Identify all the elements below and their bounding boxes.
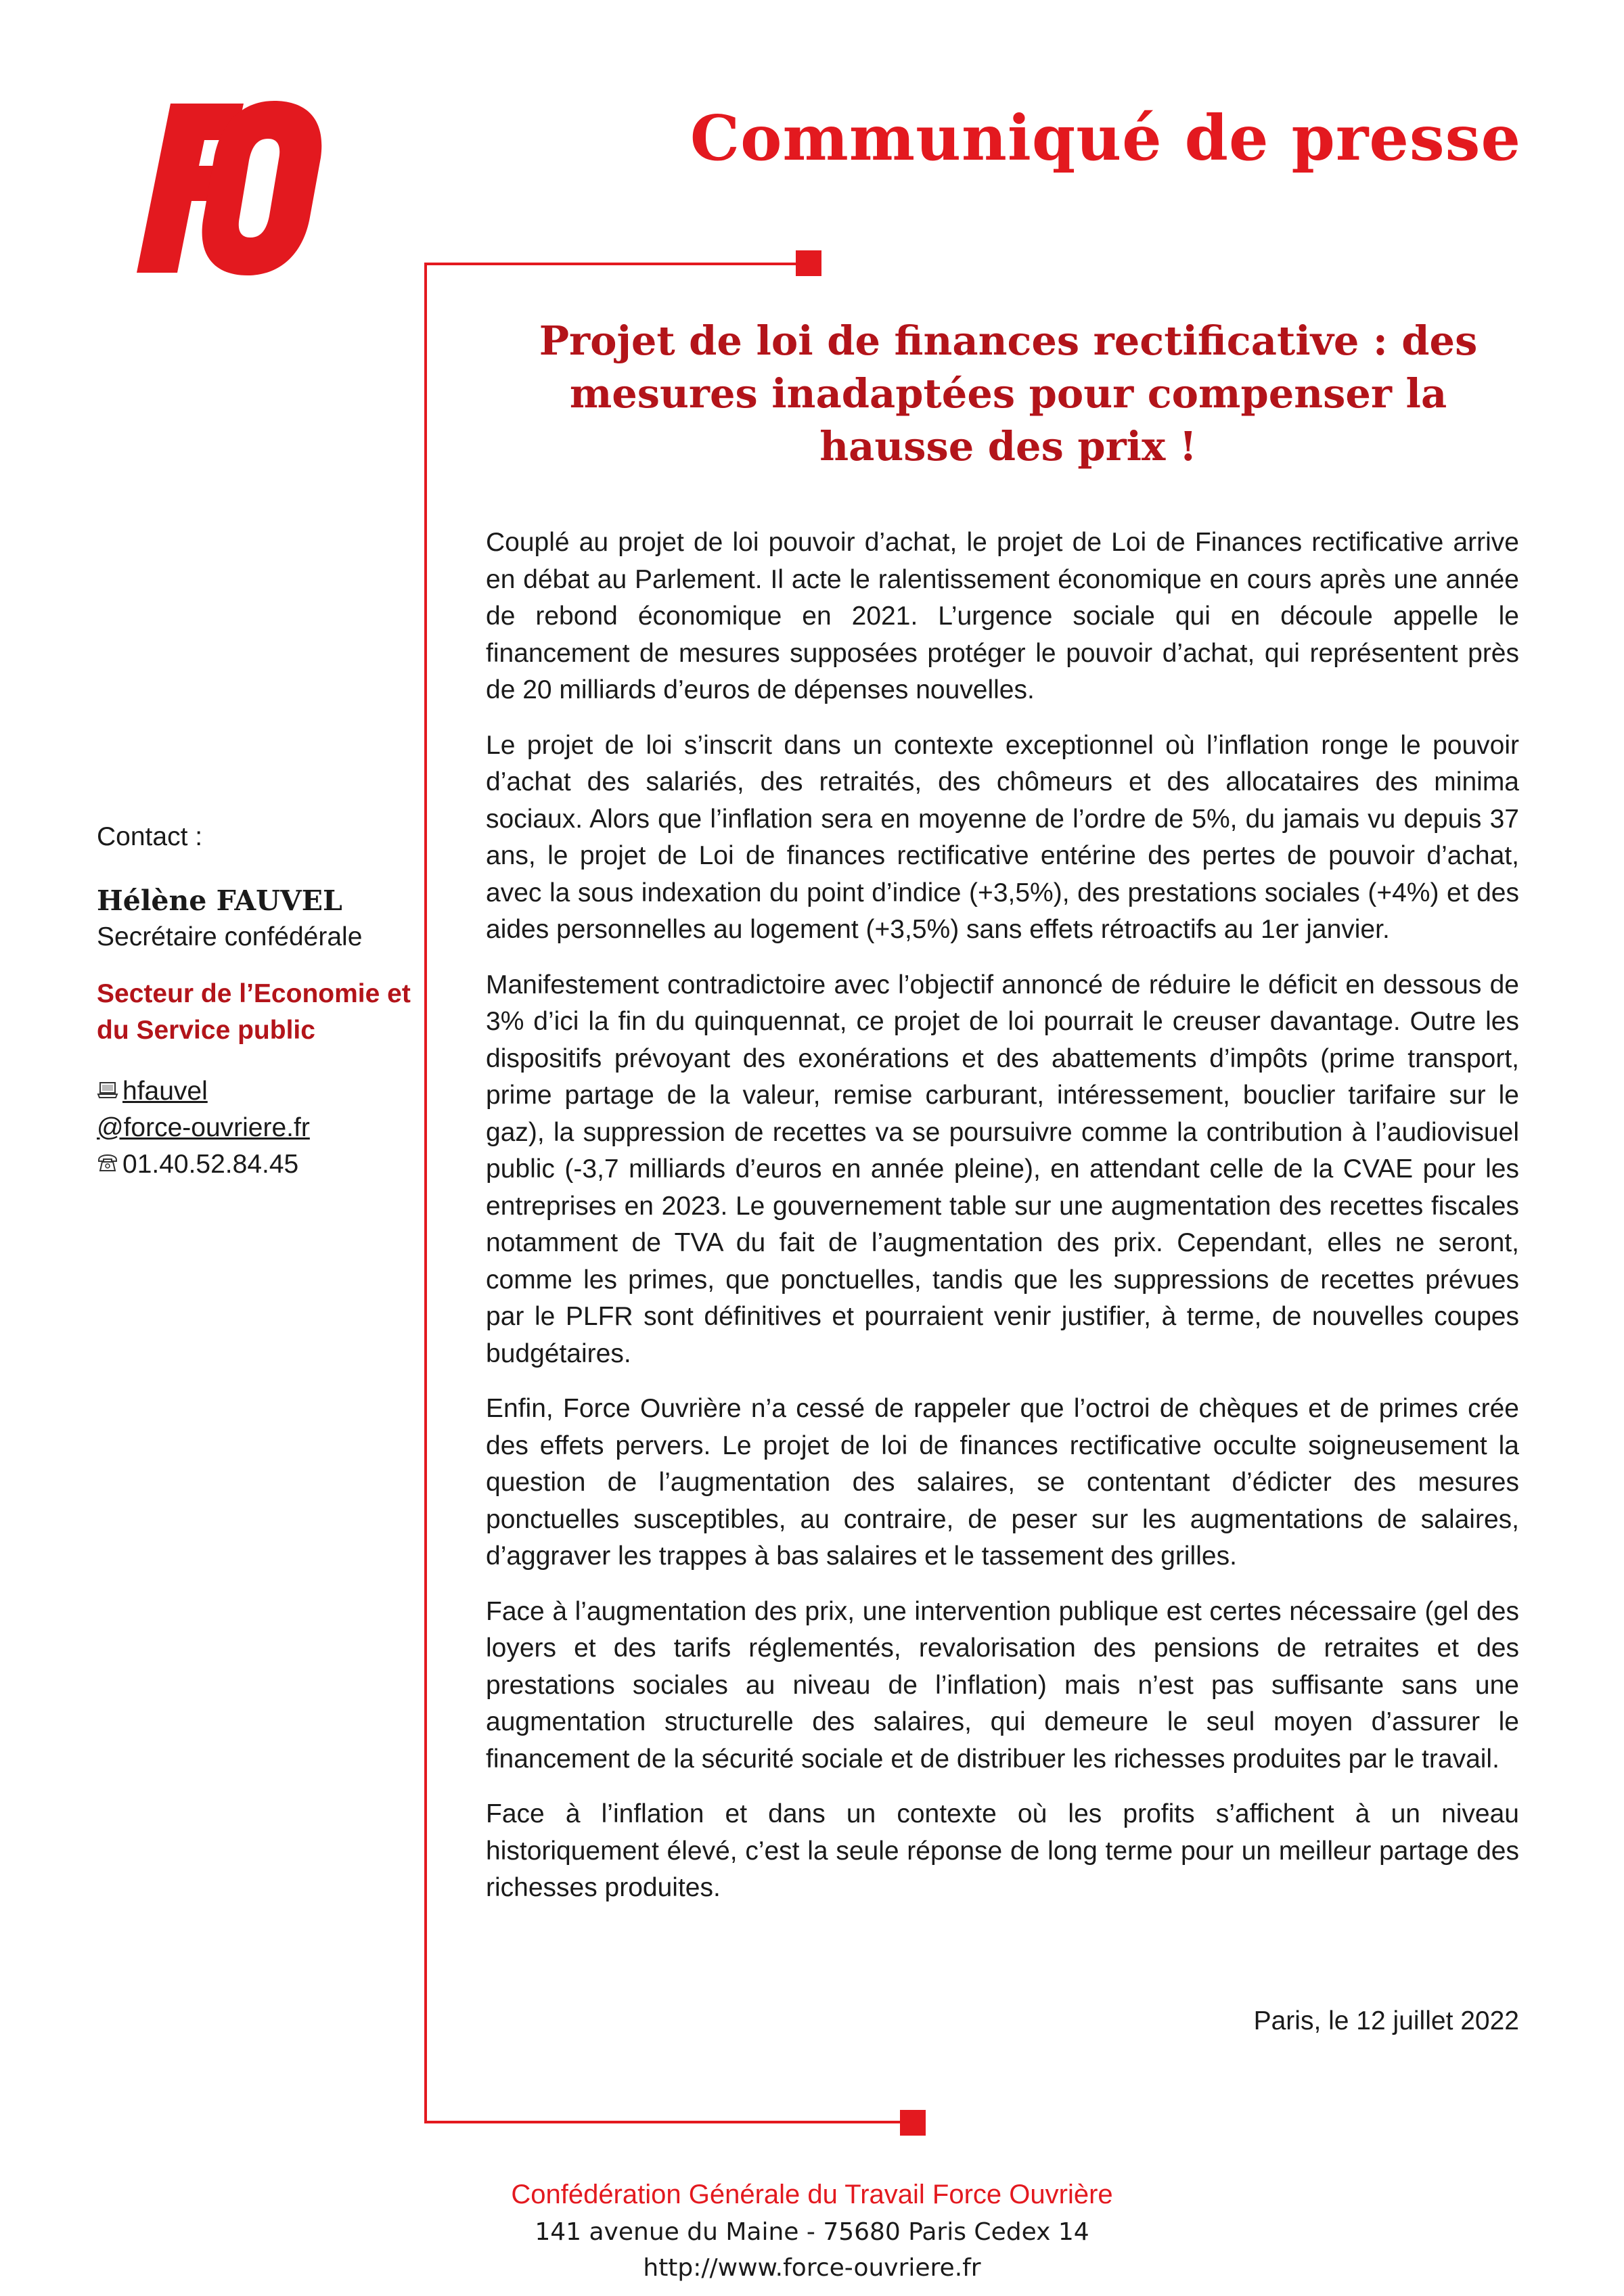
frame-bottom-line bbox=[424, 2121, 918, 2123]
laptop-icon bbox=[97, 1073, 122, 1110]
email-link-domain[interactable]: @force-ouvriere.fr bbox=[97, 1113, 310, 1142]
contact-block bbox=[97, 819, 415, 1183]
frame-square-bottom bbox=[900, 2110, 926, 2136]
signoff-date: Paris, le 12 juillet 2022 bbox=[1253, 2006, 1519, 2035]
paragraph: Manifestement contradictoire avec l’objectif annoncé de réduire le déficit en dessous de 3% d’ici la fin du quinquennat, ce projet de loi pourrait le creuser davantage. Outre les dispositifs prévoyant des exonérations et des abattements d’impôts (prime transport, prime partage de la valeur, remise carburant, intéressement, bouclier tarifaire sur le gaz), la suppression de recettes va se poursuivre comme la contribution à l’audiovisuel public (-3,7 milliards d’euros en année pleine), en attendant celle de la CVAE pour les entreprises en 2023. Le gouvernement table sur une augmentation des recettes fiscales notamment de TVA du fait de l’augmentation des prix. Cependant, elles ne seront, comme les primes, que ponctuelles, tandis que les suppressions de recettes prévues par le PLFR sont définitives et pourraient venir justifier, à terme, de nouvelles coupes budgétaires. bbox=[486, 970, 1519, 1368]
frame-top-line bbox=[424, 263, 810, 265]
page-title: Communiqué de presse bbox=[690, 102, 1521, 175]
frame-square-top bbox=[796, 250, 821, 276]
fo-logo bbox=[129, 98, 332, 277]
telephone-icon bbox=[97, 1146, 122, 1183]
contact-name: Hélène FAUVEL bbox=[97, 884, 342, 917]
contact-phone bbox=[97, 1146, 415, 1183]
paragraph: Couplé au projet de loi pouvoir d’achat, le projet de Loi de Finances rectificative arrive en débat au Parlement. Il acte le ralentissement économique en cours après une année de rebond économique en 2021. L’urgence sociale qui en découle appelle le financement de mesures supposées protéger le pouvoir d’achat, qui représentent près de 20 milliards d’euros de dépenses nouvelles. bbox=[486, 528, 1519, 704]
footer-website[interactable]: http://www.force-ouvriere.fr bbox=[643, 2254, 981, 2282]
paragraph: Face à l’augmentation des prix, une intervention publique est certes nécessaire (gel des loyers et des tarifs réglementés, revalorisation des pensions de retraites et des prestations sociales au niveau de l’inflation) mais n’est pas suffisante sans une augmentation structurelle des salaires, qui demeure le seul moyen d’assurer le financement de la sécurité sociale et de distribuer les richesses produites par le travail. bbox=[486, 1596, 1519, 1774]
contact-sector: Secteur de l’Economie et du Service public bbox=[97, 979, 411, 1045]
contact-role: Secrétaire confédérale bbox=[97, 922, 363, 951]
headline: Projet de loi de finances rectificative : des mesures inadaptées pour compenser la hausse des prix ! bbox=[539, 317, 1478, 470]
contact-email[interactable] bbox=[97, 1073, 415, 1146]
paragraph: Enfin, Force Ouvrière n’a cessé de rappeler que l’octroi de chèques et de primes crée des effets pervers. Le projet de loi de finances rectificative occulte soigneusement la question de l’augmentation des salaires, se contentant d’édicter des mesures ponctuelles susceptibles, au contraire, de peser sur les augmentations de salaires, d’aggraver les trappes à bas salaires et le tassement des grilles. bbox=[486, 1394, 1519, 1571]
email-link-user[interactable]: hfauvel bbox=[122, 1077, 208, 1106]
logo-text: FO bbox=[129, 98, 130, 99]
footer bbox=[0, 2176, 1624, 2285]
article-body bbox=[486, 524, 1519, 1925]
phone-number: 01.40.52.84.45 bbox=[122, 1150, 299, 1179]
contact-label: Contact : bbox=[97, 822, 203, 851]
footer-address: 141 avenue du Maine - 75680 Paris Cedex 14 bbox=[535, 2218, 1089, 2246]
paragraph: Face à l’inflation et dans un contexte où les profits s’affichent à un niveau historiquement élevé, c’est la seule réponse de long terme pour un meilleur partage des richesses produites. bbox=[486, 1799, 1519, 1902]
paragraph: Le projet de loi s’inscrit dans un contexte exceptionnel où l’inflation ronge le pouvoir d’achat des salariés, des retraités, des chômeurs et des allocataires des minima sociaux. Alors que l’inflation sera en moyenne de l’ordre de 5%, du jamais vu depuis 37 ans, le projet de Loi de finances rectificative entérine des pertes de pouvoir d’achat, avec la sous indexation du point d’indice (+3,5%), des prestations sociales (+4%) et des aides personnelles au logement (+3,5%) sans effets rétroactifs au 1er janvier. bbox=[486, 730, 1519, 944]
frame-left-line bbox=[424, 263, 427, 2123]
footer-organization: Confédération Générale du Travail Force Ouvrière bbox=[511, 2180, 1113, 2209]
